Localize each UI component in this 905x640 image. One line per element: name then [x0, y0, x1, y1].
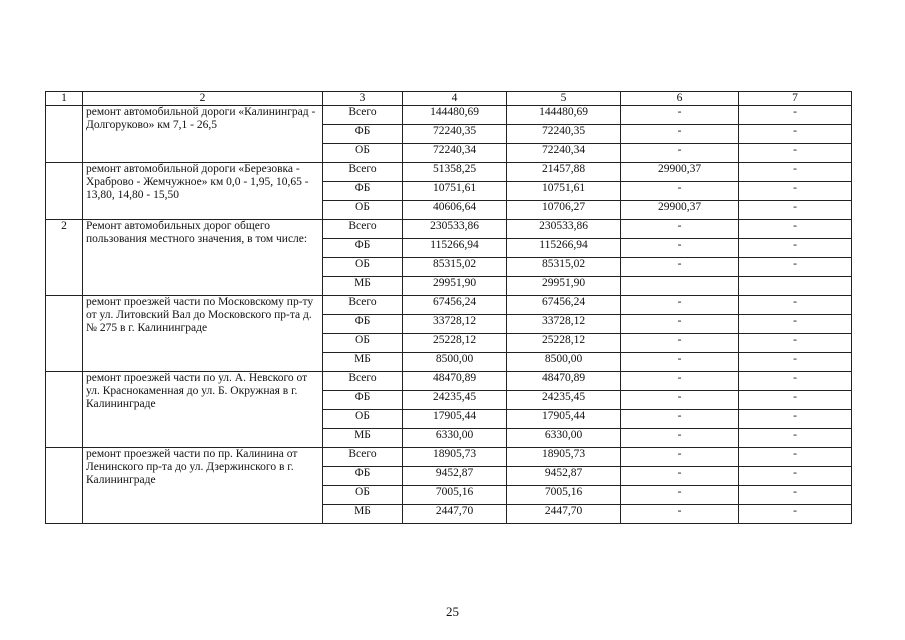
funding-source-cell: ОБ: [323, 201, 403, 220]
column-5-value: 10751,61: [507, 182, 621, 201]
column-6-value: -: [621, 505, 739, 524]
column-4-value: 67456,24: [403, 296, 507, 315]
funding-source-cell: МБ: [323, 429, 403, 448]
row-number-cell: 2: [46, 220, 83, 296]
column-5-value: 230533,86: [507, 220, 621, 239]
column-5-value: 7005,16: [507, 486, 621, 505]
column-7-value: -: [739, 505, 852, 524]
column-7-value: -: [739, 258, 852, 277]
column-number-header-row: [46, 92, 852, 106]
column-4-value: 48470,89: [403, 372, 507, 391]
funding-source-cell: ОБ: [323, 486, 403, 505]
funding-source-cell: МБ: [323, 277, 403, 296]
column-4-value: 7005,16: [403, 486, 507, 505]
column-7-value: -: [739, 334, 852, 353]
column-4-value: 18905,73: [403, 448, 507, 467]
column-4-value: 40606,64: [403, 201, 507, 220]
table-row: [46, 296, 852, 315]
column-6-value: -: [621, 182, 739, 201]
column-6-value: -: [621, 448, 739, 467]
column-6-value: -: [621, 239, 739, 258]
column-4-value: 2447,70: [403, 505, 507, 524]
funding-source-cell: ФБ: [323, 239, 403, 258]
item-description: ремонт проезжей части по ул. А. Невского от ул. Краснокаменная до ул. Б. Окружная в г. Калининграде: [83, 372, 323, 448]
column-7-value: -: [739, 296, 852, 315]
funding-source-cell: Всего: [323, 372, 403, 391]
budget-table: [45, 91, 852, 524]
column-5-value: 72240,35: [507, 125, 621, 144]
column-5-value: 18905,73: [507, 448, 621, 467]
column-6-value: -: [621, 410, 739, 429]
row-number-cell: [46, 372, 83, 448]
column-5-value: 10706,27: [507, 201, 621, 220]
item-description: ремонт автомобильной дороги «Калининград - Долгоруково» км 7,1 - 26,5: [83, 106, 323, 163]
column-4-value: 85315,02: [403, 258, 507, 277]
column-7-value: -: [739, 429, 852, 448]
column-6-value: -: [621, 334, 739, 353]
column-number: 6: [621, 92, 739, 106]
funding-source-cell: Всего: [323, 163, 403, 182]
column-7-value: -: [739, 239, 852, 258]
column-4-value: 17905,44: [403, 410, 507, 429]
column-7-value: -: [739, 372, 852, 391]
column-4-value: 25228,12: [403, 334, 507, 353]
column-4-value: 144480,69: [403, 106, 507, 125]
column-5-value: 17905,44: [507, 410, 621, 429]
item-description: Ремонт автомобильных дорог общего пользования местного значения, в том числе:: [83, 220, 323, 296]
column-6-value: 29900,37: [621, 201, 739, 220]
column-6-value: -: [621, 315, 739, 334]
funding-source-cell: ФБ: [323, 182, 403, 201]
column-5-value: 85315,02: [507, 258, 621, 277]
row-number-cell: [46, 163, 83, 220]
row-number-cell: [46, 448, 83, 524]
table-row: [46, 163, 852, 182]
table-row: [46, 106, 852, 125]
column-5-value: 8500,00: [507, 353, 621, 372]
column-7-value: -: [739, 201, 852, 220]
column-number: 1: [46, 92, 83, 106]
table-row: [46, 448, 852, 467]
column-4-value: 24235,45: [403, 391, 507, 410]
column-4-value: 51358,25: [403, 163, 507, 182]
column-7-value: -: [739, 315, 852, 334]
column-5-value: 29951,90: [507, 277, 621, 296]
column-5-value: 6330,00: [507, 429, 621, 448]
column-7-value: -: [739, 486, 852, 505]
column-7-value: -: [739, 391, 852, 410]
column-5-value: 2447,70: [507, 505, 621, 524]
item-description: ремонт автомобильной дороги «Березовка - Храброво - Жемчужное» км 0,0 - 1,95, 10,65 - 13,80, 14,80 - 15,50: [83, 163, 323, 220]
item-description: ремонт проезжей части по пр. Калинина от Ленинского пр-та до ул. Дзержинского в г. Калининграде: [83, 448, 323, 524]
column-4-value: 8500,00: [403, 353, 507, 372]
column-7-value: -: [739, 353, 852, 372]
funding-source-cell: МБ: [323, 505, 403, 524]
column-7-value: -: [739, 106, 852, 125]
column-number: 5: [507, 92, 621, 106]
column-7-value: -: [739, 410, 852, 429]
funding-source-cell: ФБ: [323, 391, 403, 410]
funding-source-cell: ОБ: [323, 334, 403, 353]
column-4-value: 6330,00: [403, 429, 507, 448]
column-5-value: 9452,87: [507, 467, 621, 486]
funding-source-cell: Всего: [323, 296, 403, 315]
funding-source-cell: Всего: [323, 448, 403, 467]
column-4-value: 72240,34: [403, 144, 507, 163]
funding-source-cell: Всего: [323, 220, 403, 239]
column-6-value: -: [621, 220, 739, 239]
column-7-value: -: [739, 163, 852, 182]
table-row: [46, 372, 852, 391]
column-7-value: -: [739, 220, 852, 239]
funding-source-cell: ФБ: [323, 315, 403, 334]
column-7-value: -: [739, 125, 852, 144]
column-4-value: 230533,86: [403, 220, 507, 239]
funding-source-cell: ОБ: [323, 144, 403, 163]
column-5-value: 21457,88: [507, 163, 621, 182]
column-6-value: -: [621, 125, 739, 144]
table-row: [46, 220, 852, 239]
funding-source-cell: ОБ: [323, 258, 403, 277]
column-7-value: -: [739, 467, 852, 486]
funding-source-cell: Всего: [323, 106, 403, 125]
funding-source-cell: МБ: [323, 353, 403, 372]
column-7-value: -: [739, 144, 852, 163]
column-5-value: 48470,89: [507, 372, 621, 391]
table-body: [46, 92, 852, 524]
column-4-value: 115266,94: [403, 239, 507, 258]
column-6-value: -: [621, 258, 739, 277]
column-7-value: -: [739, 448, 852, 467]
column-6-value: -: [621, 106, 739, 125]
column-4-value: 9452,87: [403, 467, 507, 486]
column-4-value: 29951,90: [403, 277, 507, 296]
funding-source-cell: ФБ: [323, 125, 403, 144]
column-5-value: 33728,12: [507, 315, 621, 334]
column-5-value: 72240,34: [507, 144, 621, 163]
column-number: 7: [739, 92, 852, 106]
column-6-value: [621, 277, 739, 296]
column-6-value: -: [621, 144, 739, 163]
column-7-value: [739, 277, 852, 296]
column-6-value: -: [621, 486, 739, 505]
column-7-value: -: [739, 182, 852, 201]
column-number: 3: [323, 92, 403, 106]
column-6-value: 29900,37: [621, 163, 739, 182]
column-4-value: 33728,12: [403, 315, 507, 334]
column-6-value: -: [621, 353, 739, 372]
funding-source-cell: ФБ: [323, 467, 403, 486]
row-number-cell: [46, 296, 83, 372]
column-6-value: -: [621, 429, 739, 448]
column-4-value: 72240,35: [403, 125, 507, 144]
funding-source-cell: ОБ: [323, 410, 403, 429]
column-5-value: 115266,94: [507, 239, 621, 258]
column-4-value: 10751,61: [403, 182, 507, 201]
page-number: 25: [446, 604, 459, 619]
column-5-value: 67456,24: [507, 296, 621, 315]
column-6-value: -: [621, 467, 739, 486]
column-6-value: -: [621, 296, 739, 315]
column-number: 4: [403, 92, 507, 106]
column-number: 2: [83, 92, 323, 106]
column-5-value: 144480,69: [507, 106, 621, 125]
row-number-cell: [46, 106, 83, 163]
item-description: ремонт проезжей части по Московскому пр-ту от ул. Литовский Вал до Московского пр-та д. № 275 в г. Калининграде: [83, 296, 323, 372]
column-6-value: -: [621, 391, 739, 410]
column-5-value: 25228,12: [507, 334, 621, 353]
column-5-value: 24235,45: [507, 391, 621, 410]
column-6-value: -: [621, 372, 739, 391]
